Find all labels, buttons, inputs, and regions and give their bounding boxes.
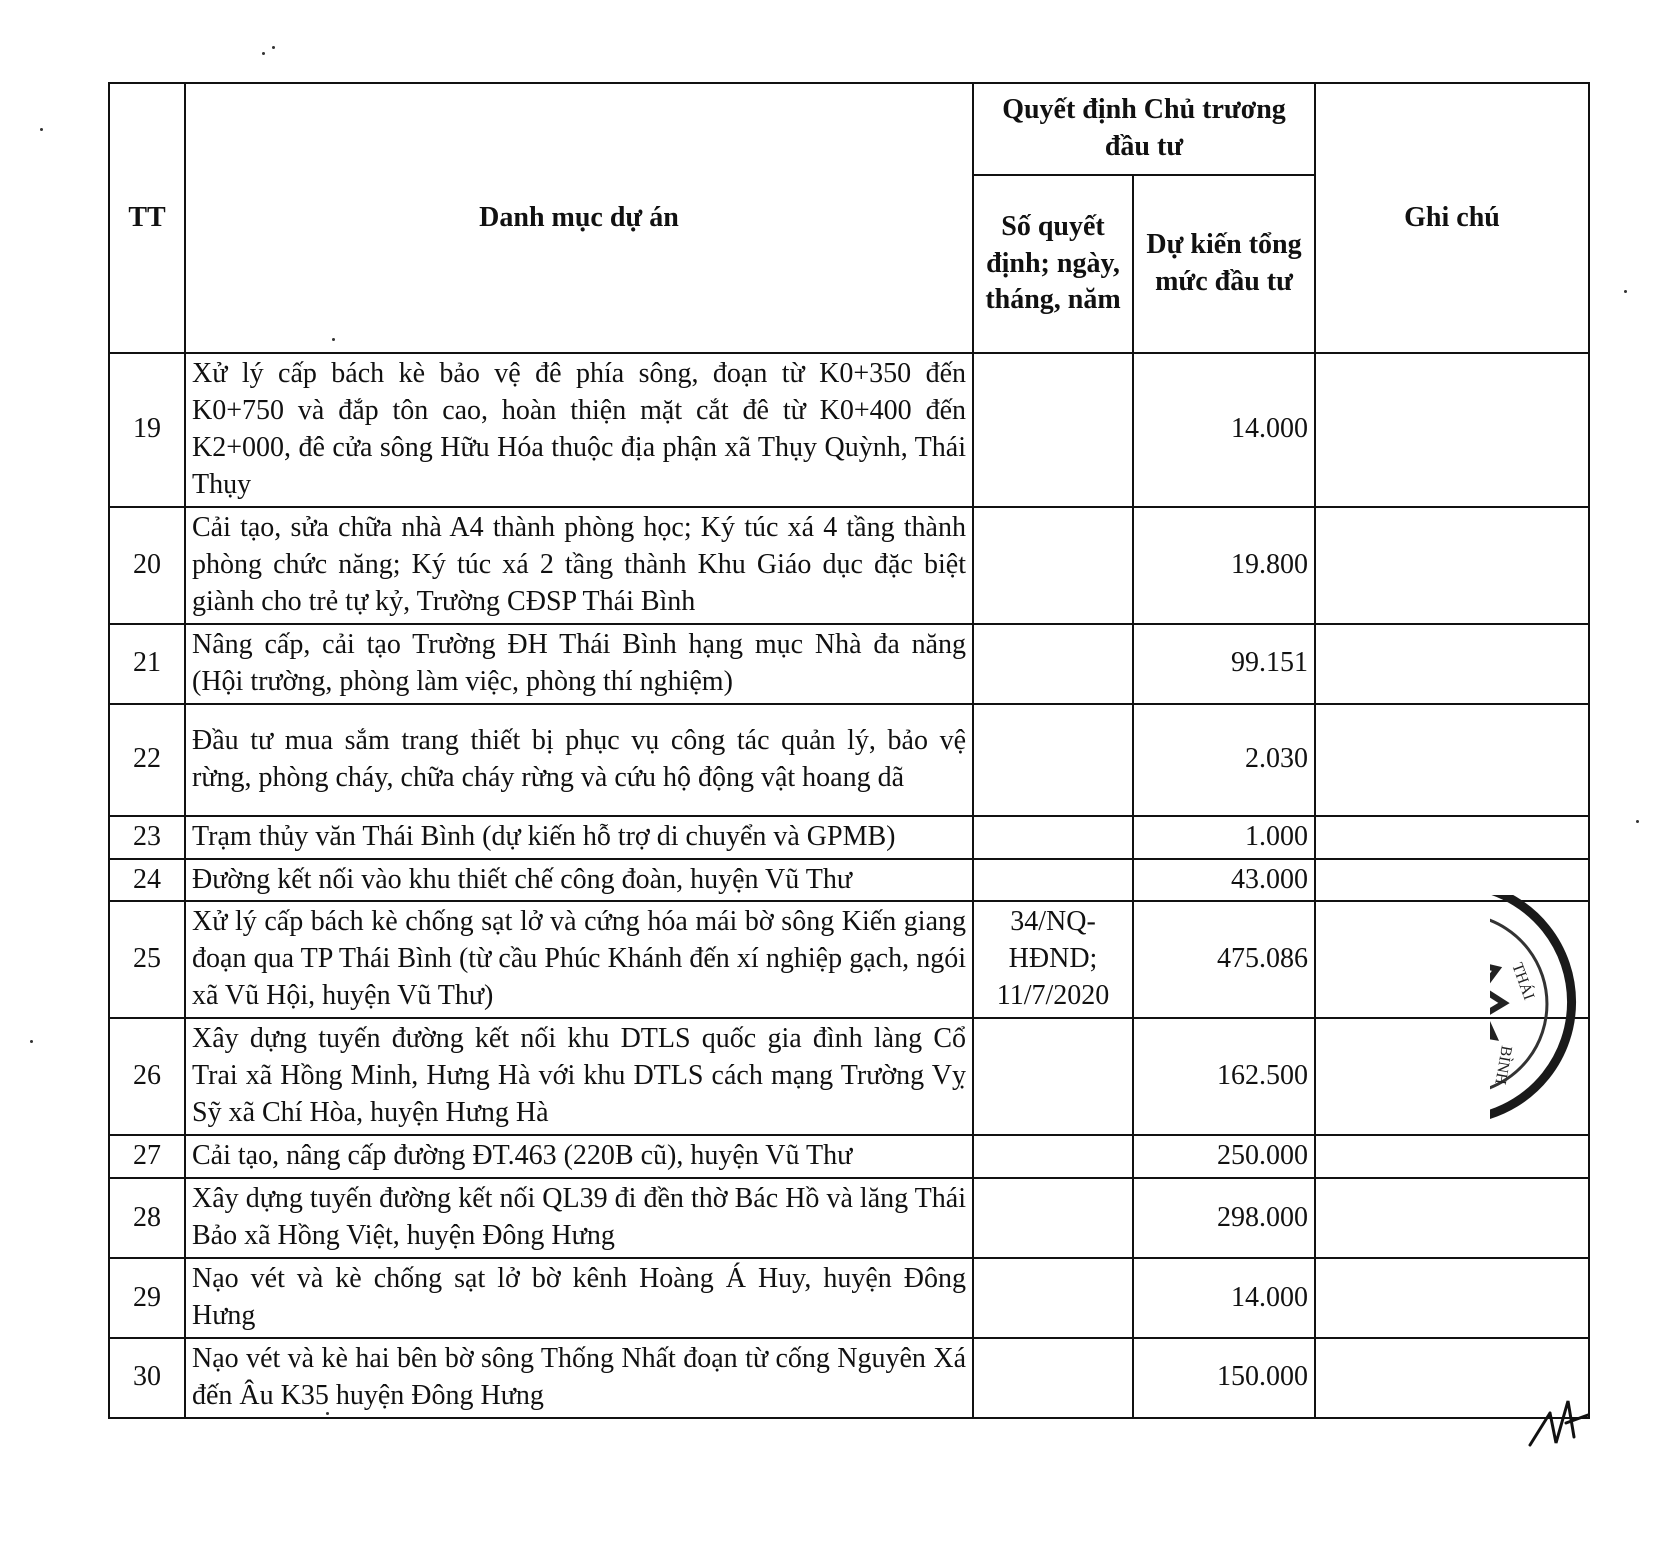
- decision-number: [973, 1135, 1133, 1178]
- decision-number: [973, 1258, 1133, 1338]
- table-body: [109, 353, 1589, 1418]
- decision-number: [973, 624, 1133, 704]
- decision-number: 34/NQ-HĐND; 11/7/2020: [973, 901, 1133, 1018]
- table-row: [109, 901, 1589, 1018]
- header-note: Ghi chú: [1315, 83, 1589, 353]
- decision-number: [973, 704, 1133, 816]
- row-number: 23: [109, 816, 185, 859]
- project-name: Xây dựng tuyến đường kết nối QL39 đi đền thờ Bác Hồ và lăng Thái Bảo xã Hồng Việt, huyện Đông Hưng: [185, 1178, 973, 1258]
- total-investment: 14.000: [1133, 353, 1315, 507]
- decision-number: [973, 353, 1133, 507]
- project-name: Đường kết nối vào khu thiết chế công đoàn, huyện Vũ Thư: [185, 859, 973, 902]
- table-row: [109, 1178, 1589, 1258]
- row-number: 24: [109, 859, 185, 902]
- header-total-investment: Dự kiến tổng mức đầu tư: [1133, 175, 1315, 353]
- note: [1315, 704, 1589, 816]
- scan-speck: [30, 1040, 33, 1043]
- row-number: 27: [109, 1135, 185, 1178]
- project-table: [108, 82, 1590, 1419]
- note: [1315, 1258, 1589, 1338]
- project-name: Nâng cấp, cải tạo Trường ĐH Thái Bình hạng mục Nhà đa năng (Hội trường, phòng làm việc, phòng thí nghiệm): [185, 624, 973, 704]
- row-number: 20: [109, 507, 185, 624]
- total-investment: 1.000: [1133, 816, 1315, 859]
- row-number: 19: [109, 353, 185, 507]
- table-header: [109, 83, 1589, 353]
- note: [1315, 353, 1589, 507]
- project-name: Nạo vét và kè hai bên bờ sông Thống Nhất đoạn từ cống Nguyên Xá đến Âu K35 huyện Đông Hưng: [185, 1338, 973, 1418]
- table-row: [109, 1018, 1589, 1135]
- row-number: 25: [109, 901, 185, 1018]
- note: [1315, 1178, 1589, 1258]
- decision-number: [973, 1338, 1133, 1418]
- decision-number: [973, 507, 1133, 624]
- scan-speck: [1636, 820, 1639, 823]
- table-row: [109, 1258, 1589, 1338]
- total-investment: 150.000: [1133, 1338, 1315, 1418]
- note: [1315, 1135, 1589, 1178]
- row-number: 30: [109, 1338, 185, 1418]
- note: [1315, 816, 1589, 859]
- table-row: [109, 624, 1589, 704]
- total-investment: 162.500: [1133, 1018, 1315, 1135]
- table-row: [109, 1135, 1589, 1178]
- handwritten-initials: [1528, 1393, 1598, 1453]
- scan-speck: [332, 338, 335, 341]
- decision-number: [973, 859, 1133, 902]
- project-name: Đầu tư mua sắm trang thiết bị phục vụ công tác quản lý, bảo vệ rừng, phòng cháy, chữa cháy rừng và cứu hộ động vật hoang dã: [185, 704, 973, 816]
- table-row: [109, 859, 1589, 902]
- total-investment: 43.000: [1133, 859, 1315, 902]
- row-number: 26: [109, 1018, 185, 1135]
- scan-speck: [1624, 290, 1627, 293]
- table-row: [109, 1338, 1589, 1418]
- decision-number: [973, 1178, 1133, 1258]
- scan-speck: [326, 1412, 329, 1415]
- table-row: [109, 353, 1589, 507]
- project-name: Cải tạo, sửa chữa nhà A4 thành phòng học; Ký túc xá 4 tầng thành phòng chức năng; Ký túc xá 2 tầng thành Khu Giáo dục đặc biệt giành cho trẻ tự kỷ, Trường CĐSP Thái Bình: [185, 507, 973, 624]
- scan-speck: [40, 128, 43, 131]
- decision-number: [973, 1018, 1133, 1135]
- header-project-name: Danh mục dự án: [185, 83, 973, 353]
- table-row: [109, 816, 1589, 859]
- total-investment: 298.000: [1133, 1178, 1315, 1258]
- total-investment: 19.800: [1133, 507, 1315, 624]
- project-name: Nạo vét và kè chống sạt lở bờ kênh Hoàng Á Huy, huyện Đông Hưng: [185, 1258, 973, 1338]
- decision-number: [973, 816, 1133, 859]
- signature-stroke: [1530, 1401, 1588, 1445]
- scan-speck: [272, 46, 275, 49]
- header-investment-decision-group: Quyết định Chủ trương đầu tư: [973, 83, 1315, 175]
- total-investment: 475.086: [1133, 901, 1315, 1018]
- project-name: Cải tạo, nâng cấp đường ĐT.463 (220B cũ), huyện Vũ Thư: [185, 1135, 973, 1178]
- header-tt: TT: [109, 83, 185, 353]
- project-name: Xử lý cấp bách kè chống sạt lở và cứng hóa mái bờ sông Kiến giang đoạn qua TP Thái Bình (từ cầu Phúc Khánh đến xí nghiệp gạch, ngói xã Vũ Hội, huyện Vũ Thư): [185, 901, 973, 1018]
- project-name: Xử lý cấp bách kè bảo vệ đê phía sông, đoạn từ K0+350 đến K0+750 và đắp tôn cao, hoàn thiện mặt cắt đê từ K0+400 đến K2+000, đê cửa sông Hữu Hóa thuộc địa phận xã Thụy Quỳnh, Thái Thụy: [185, 353, 973, 507]
- header-decision-number: Số quyết định; ngày, tháng, năm: [973, 175, 1133, 353]
- total-investment: 250.000: [1133, 1135, 1315, 1178]
- row-number: 22: [109, 704, 185, 816]
- official-seal: [1490, 895, 1610, 1125]
- table-row: [109, 507, 1589, 624]
- seal-emblem: [1490, 935, 1504, 1037]
- svg-text:BÌNH: BÌNH: [1491, 1044, 1515, 1086]
- row-number: 28: [109, 1178, 185, 1258]
- table-row: [109, 704, 1589, 816]
- row-number: 21: [109, 624, 185, 704]
- scan-speck: [262, 52, 265, 55]
- total-investment: 99.151: [1133, 624, 1315, 704]
- total-investment: 14.000: [1133, 1258, 1315, 1338]
- project-name: Xây dựng tuyến đường kết nối khu DTLS quốc gia đình làng Cổ Trai xã Hồng Minh, Hưng Hà với khu DTLS cách mạng Trường Vỵ Sỹ xã Chí Hòa, huyện Hưng Hà: [185, 1018, 973, 1135]
- row-number: 29: [109, 1258, 185, 1338]
- total-investment: 2.030: [1133, 704, 1315, 816]
- note: [1315, 624, 1589, 704]
- seal-lettering: THÁI: [1508, 960, 1538, 1003]
- note: [1315, 507, 1589, 624]
- project-name: Trạm thủy văn Thái Bình (dự kiến hỗ trợ di chuyển và GPMB): [185, 816, 973, 859]
